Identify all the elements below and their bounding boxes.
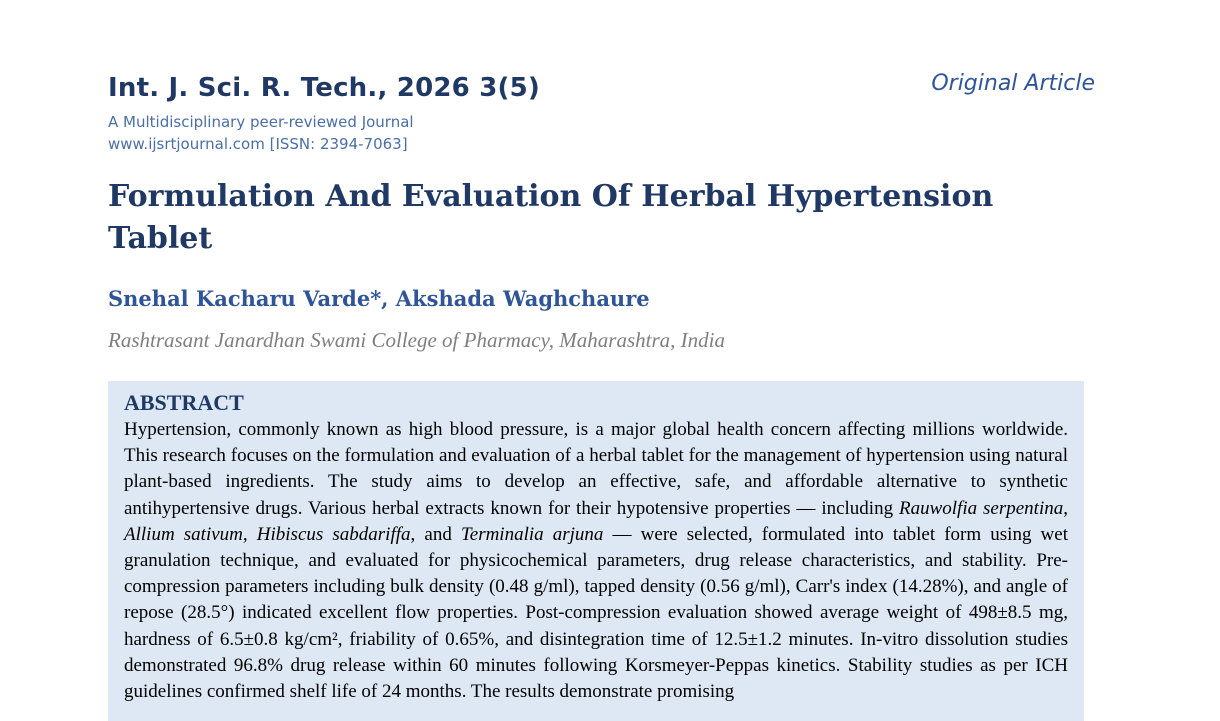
journal-title: Int. J. Sci. R. Tech., 2026 3(5)	[108, 73, 540, 103]
herb-name: Rauwolfia serpentina	[899, 497, 1064, 519]
paper-authors: Snehal Kacharu Varde*, Akshada Waghchaure	[108, 286, 650, 311]
abstract-text-part-1: Hypertension, commonly known as high blood pressure, is a major global health concern affecting millions worldwide. This research focuses on the formulation and evaluation of a herbal tablet for the management of hypertension using natural plant-based ingredients. The study aims to develop an effective, safe, and affordable alternative to synthetic antihypertensive drugs. Various herbal extracts known for their hypotensive properties — including	[124, 419, 1068, 519]
article-type-label: Original Article	[931, 71, 1095, 96]
abstract-text-part-2: — were selected, formulated into tablet form using wet granulation technique, and evaluated for physicochemical parameters, drug release characteristics, and stability. Pre-compression parameters including bulk density (0.48 g/ml), tapped density (0.56 g/ml), Carr's index (14.28%), and angle of repose (28.5°) indicated excellent flow properties. Post-compression evaluation showed average weight of 498±8.5 mg, hardness of 6.5±0.8 kg/cm², friability of 0.65%, and disintegration time of 12.5±1.2 minutes. In-vitro dissolution studies demonstrated 96.8% drug release within 60 minutes following Korsmeyer-Peppas kinetics. Stability studies as per ICH guidelines confirmed shelf life of 24 months. The results demonstrate promising	[124, 523, 1068, 703]
herb-name: Hibiscus sabdariffa	[256, 523, 411, 545]
abstract-heading: ABSTRACT	[124, 390, 244, 415]
separator: ,	[242, 523, 257, 545]
separator: ,	[1063, 497, 1068, 519]
abstract-box	[108, 381, 1084, 721]
separator: , and	[410, 523, 461, 545]
herb-name: Terminalia arjuna	[460, 523, 604, 545]
paper-affiliation: Rashtrasant Janardhan Swami College of Pharmacy, Maharashtra, India	[108, 328, 725, 352]
abstract-text	[124, 417, 1068, 705]
journal-website: www.ijsrtjournal.com [ISSN: 2394-7063]	[108, 135, 408, 153]
herb-name: Allium sativum	[124, 523, 243, 545]
journal-subtitle: A Multidisciplinary peer-reviewed Journal	[108, 113, 414, 131]
paper-title: Formulation And Evaluation Of Herbal Hypertension Tablet	[108, 179, 994, 256]
